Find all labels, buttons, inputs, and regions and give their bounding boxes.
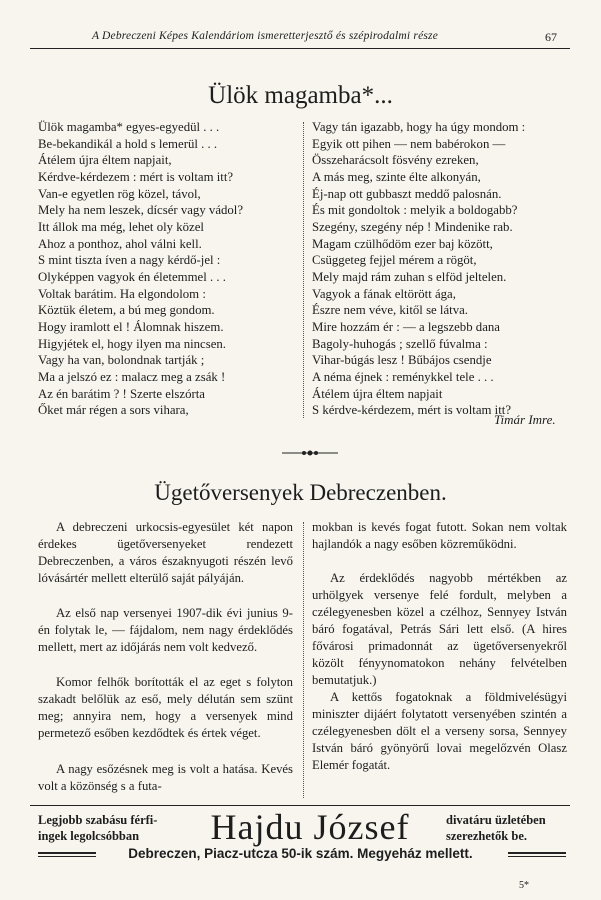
poem-line: Vihar-búgás lesz ! Bűbájos csendje [312,353,492,367]
poem-line: És mit gondoltok : melyik a boldogabb? [312,203,518,217]
running-header: A Debreczeni Képes Kalendáriom ismeretterjesztő és szépirodalmi része [91,30,439,42]
poem-line: A más meg, szinte élte alkonyán, [312,170,481,184]
poem-line: S kérdve-kérdezem, mért is voltam itt? [312,403,511,417]
poem-line: Vagy tán igazabb, hogy ha úgy mondom : [312,120,526,134]
article-paragraph-text: mokban is kevés fogat futott. Sokan nem voltak hajlandók a nagy esőben közreműködni. [312,520,567,552]
ad-left-line-2: ingek legolcsóbban [38,829,140,843]
poem-line: Csüggeteg fejjel mérem a rögöt, [312,253,477,267]
poem-line: Köztük életem, a bú meg gondom. [38,303,215,317]
poem-line: Itt állok ma még, lehet oly közel [38,220,204,234]
poem-line: Mire hozzám ér : — a legszebb dana [312,320,500,334]
poem-line: Mely majd rám zuhan s elföd jeltelen. [312,270,507,284]
header-rule [30,48,570,49]
poem-line: Kérdve-kérdezem : mért is voltam itt? [38,170,234,184]
ad-left-line-1: Legjobb szabásu férfi- [38,813,158,827]
article-paragraph-text: Az első nap versenyei 1907-dik évi junius 9-én folytak le, — fájdalom, nem nagy érdeklődés mellett, mert az időjárás nem volt kedvező. [38,606,293,655]
article-paragraph [38,674,293,742]
ad-address-rule-right [508,852,566,854]
article-paragraph [38,605,293,656]
poem-line: Vagy ha van, bolondnak tartják ; [38,353,205,367]
poem-line: Mely ha nem leszek, dícsér vagy vádol? [38,203,244,217]
ad-top-rule [30,805,570,806]
signature-mark: 5* [519,880,529,891]
poem-line: Voltak barátim. Ha elgondolom : [38,287,206,301]
article-paragraph-text: Komor felhők borították el az eget s folyton szakadt belőlük az eső, mely délután sem szünt meg; annyira nem, hogy a versenyek mind permetező esőben kezdődtek és értek véget. [38,675,293,741]
poem-line: Ma a jelszó ez : malacz meg a zsák ! [38,370,226,384]
poem-line: Őket már régen a sors vihara, [38,403,189,417]
poem-title: Ülök magamba*... [208,82,393,109]
article-paragraph [312,519,567,553]
poem-line: Éj-nap ott gubbaszt meddő palosnán. [312,187,502,201]
poem-line: Higyjétek el, hogy ilyen ma nincsen. [38,337,226,351]
poem-line: Átélem újra éltem napjait, [38,153,172,167]
poem-signature: Timár Imre. [494,412,556,427]
poem-line: S mint tiszta íven a nagy kérdő-jel : [38,253,221,267]
poem-column-divider [303,122,304,418]
ad-address: Debreczen, Piacz-utcza 50-ik szám. Megyeház mellett. [128,846,473,861]
article-column-divider [303,522,304,798]
poem-line: Vagyok a fának eltörött ága, [312,287,456,301]
article-paragraph-text: A nagy esőzésnek meg is volt a hatása. Kevés volt a közönség s a futa- [38,762,293,794]
poem-line: Hogy iramlott el ! Álomnak hiszem. [38,320,224,334]
poem-line: Észre nem véve, kitől se látva. [312,303,468,317]
article-paragraph-text: A debreczeni urkocsis-egyesület két napon érdekes ügetőversenyeket rendezett Debreczenben, a város északnyugoti részén levő lóvásártér mellett elterülő saját pályáján. [38,520,293,586]
poem-line: A néma éjnek : reménykkel tele . . . [312,370,494,384]
poem-line: Ahoz a ponthoz, ahol válni kell. [38,237,202,251]
section-ornament [280,449,340,459]
ad-address-rule-right-2 [508,856,566,857]
poem-line: Egyik ott pihen — nem babérokon — [312,137,506,151]
article-paragraph [38,519,293,587]
poem-line: Az én barátim ? ! Szerte elszórta [38,387,205,401]
ad-merchant-name: Hajdu József [210,807,410,847]
article-paragraph [312,570,567,689]
poem-line: Magam czülhődöm ezer baj között, [312,237,493,251]
poem-line: Van-e egyetlen rög közel, távol, [38,187,201,201]
article-paragraph-text: Az érdeklődés nagyobb mértékben az urhölgyek versenye felé fordult, melyben a czélegyenesben közel a czélhoz, Sennyey István báró fogatával, Petrás Sári lett első. (A hires fővárosi primadonnát az ügetőversenyekről közölt fényynomatokon nehány felvételben bemutatjuk.) [312,571,567,688]
poem-line: Szegény, szegény nép ! Mindenike rab. [312,220,513,234]
article-paragraph [312,689,567,774]
page-number: 67 [545,30,557,44]
poem-line: Ülök magamba* egyes-egyedül . . . [38,120,220,134]
poem-line: Összeharácsolt fösvény ezreken, [312,153,479,167]
poem-line: Átélem újra éltem napjait [312,387,443,401]
ad-right-line-1: divatáru üzletében [446,813,546,827]
poem-line: Bagoly-huhogás ; szellő fúvalma : [312,337,488,351]
ad-right-line-2: szerezhetők be. [446,829,527,843]
article-paragraph [38,761,293,795]
poem-line: Be-bekandikál a hold s lemerül . . . [38,137,218,151]
article-paragraph-text: A kettős fogatoknak a földmivelésügyi miniszter dijáért folytatott versenyében szintén a czélegyenesben dölt el a verseny sorsa, Sennyey István báró gyönyörű lovai megelőzvén Olasz Elemér fogatát. [312,690,567,773]
poem-line: Olyképpen vagyok én életemmel . . . [38,270,226,284]
article-title: Ügetőversenyek Debreczenben. [154,480,447,505]
